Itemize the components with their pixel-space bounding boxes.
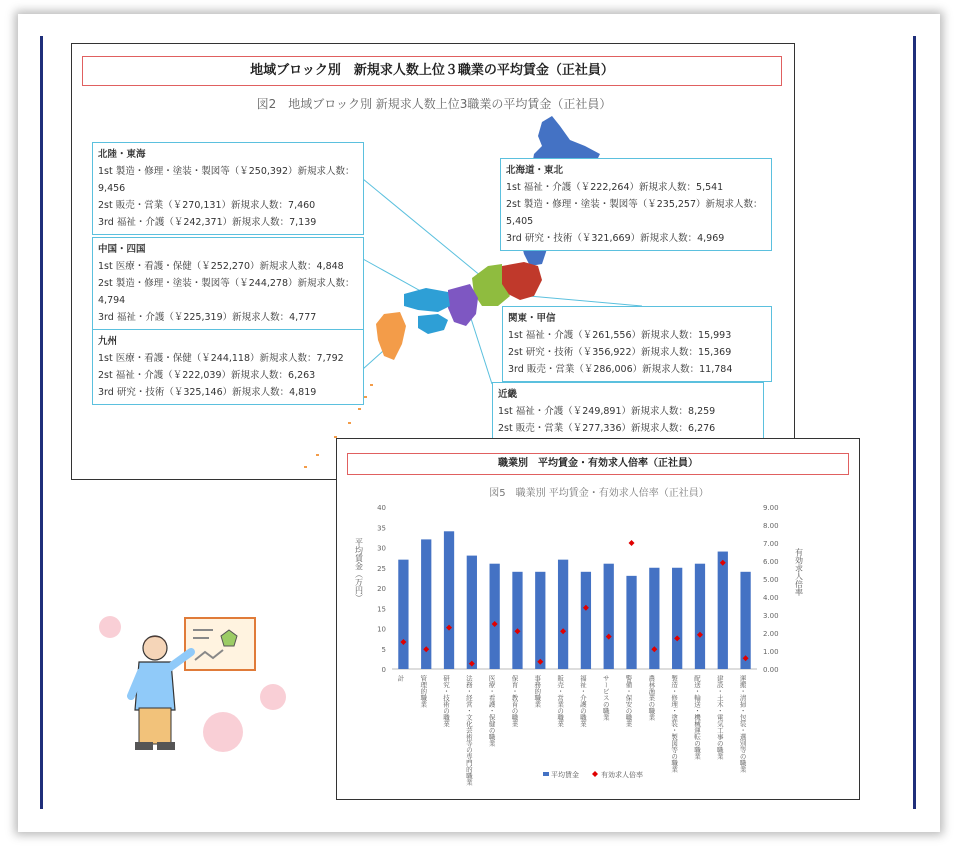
x-tick-label: 事務的職業 — [533, 675, 542, 708]
bar — [444, 531, 454, 669]
region-name: 北海道・東北 — [506, 165, 564, 176]
occupation-chart-panel — [336, 438, 860, 800]
rank-line: 2st 販売・営業（￥277,336）新規求人数：6,276 — [498, 423, 716, 434]
y2-tick-label: 2.00 — [763, 630, 779, 638]
y2-tick-label: 1.00 — [763, 648, 779, 656]
y2-tick-label: 6.00 — [763, 558, 779, 566]
x-tick-label: 運搬・清掃・包装・選別等の職業 — [738, 675, 747, 773]
y-tick-label: 40 — [377, 504, 386, 512]
combo-chart — [337, 439, 860, 800]
x-tick-label: 警備・保安の職業 — [624, 675, 633, 727]
bar — [512, 572, 522, 669]
rank-line: 3rd 研究・技術（￥321,669）新規求人数：4,969 — [506, 233, 725, 244]
y-axis-label: 平均賃金（万円） — [354, 538, 364, 602]
bar — [695, 564, 705, 669]
y-tick-label: 25 — [377, 564, 386, 573]
rank-line: 1st 福祉・介護（￥222,264）新規求人数：5,541 — [506, 182, 724, 193]
right-accent-bar — [913, 36, 916, 809]
y2-tick-label: 9.00 — [763, 504, 779, 512]
x-tick-label: 福祉・介護の職業 — [578, 675, 587, 727]
y2-tick-label: 3.00 — [763, 612, 779, 620]
callout-hokuriku-tokai — [92, 142, 364, 235]
x-tick-label: 農林漁業の職業 — [647, 675, 656, 721]
map-banner-title: 地域ブロック別 新規求人数上位３職業の平均賃金（正社員） — [82, 56, 782, 86]
map-region-chugoku — [404, 288, 450, 312]
x-tick-label: 管理的職業 — [419, 675, 428, 708]
x-tick-label: 製造・修理・塗装・製図等の職業 — [670, 675, 679, 773]
map-region-kinki — [448, 284, 478, 326]
rank-line: 3rd 販売・営業（￥286,006）新規求人数：11,784 — [508, 364, 733, 375]
bar — [490, 564, 500, 669]
rank-line: 1st 製造・修理・塗装・製図等（￥250,392）新規求人数：9,456 — [98, 166, 355, 194]
rank-line: 2st 販売・営業（￥270,131）新規求人数：7,460 — [98, 200, 316, 211]
rank-line: 2st 研究・技術（￥356,922）新規求人数：15,369 — [508, 347, 732, 358]
region-name: 近畿 — [498, 389, 518, 400]
map-region-shikoku — [418, 314, 448, 334]
rank-line: 1st 医療・看護・保健（￥252,270）新規求人数：4,848 — [98, 261, 344, 272]
bar — [718, 552, 728, 669]
callout-kanto-koshin — [502, 306, 772, 382]
x-tick-label: 研究・技術の職業 — [442, 675, 451, 727]
x-tick-label: 法務・経営・文化芸術等の専門的職業 — [464, 675, 473, 786]
y2-tick-label: 8.00 — [763, 522, 779, 530]
y2-tick-label: 4.00 — [763, 594, 779, 602]
x-tick-label: 販売・営業の職業 — [556, 675, 565, 727]
y-tick-label: 30 — [377, 544, 386, 553]
y-tick-label: 0 — [381, 666, 386, 674]
x-tick-label: 保育・教育の職業 — [510, 675, 519, 727]
bar — [558, 560, 568, 669]
bar — [649, 568, 659, 669]
ratio-marker — [629, 540, 635, 546]
bar — [604, 564, 614, 669]
y-tick-label: 20 — [377, 585, 386, 593]
y2-tick-label: 7.00 — [763, 540, 779, 548]
region-name: 北陸・東海 — [98, 149, 146, 160]
y2-tick-label: 0.00 — [763, 666, 779, 674]
y-tick-label: 5 — [381, 645, 386, 654]
presenter-illustration — [95, 610, 295, 760]
y-tick-label: 15 — [377, 605, 386, 614]
y2-tick-label: 5.00 — [763, 576, 779, 584]
rank-line: 2st 製造・修理・塗装・製図等（￥235,257）新規求人数：5,405 — [506, 199, 763, 227]
rank-line: 3rd 研究・技術（￥325,146）新規求人数：4,819 — [98, 387, 317, 398]
rank-line: 2st 製造・修理・塗装・製図等（￥244,278）新規求人数：4,794 — [98, 278, 355, 306]
x-tick-label: 建設・土木・電気工事の職業 — [715, 675, 724, 760]
chart-banner-title: 職業別 平均賃金・有効求人倍率（正社員） — [347, 453, 849, 475]
chart-figure-title: 図5 職業別 平均賃金・有効求人倍率（正社員） — [489, 488, 709, 499]
x-tick-label: 医療・看護・保健の職業 — [487, 675, 496, 747]
legend-label-bar: 平均賃金 — [551, 771, 579, 779]
presentation-board-icon — [185, 618, 255, 670]
legend-swatch-bar — [543, 772, 549, 776]
bar — [581, 572, 591, 669]
callout-kyushu — [92, 329, 364, 405]
bar — [467, 556, 477, 669]
x-tick-label: サービスの職業 — [601, 675, 610, 721]
x-tick-label: 計 — [396, 675, 405, 682]
decor-circle — [203, 712, 243, 752]
bar — [740, 572, 750, 669]
callout-chugoku-shikoku — [92, 237, 364, 330]
map-figure-title: 図2 地域ブロック別 新規求人数上位3職業の平均賃金（正社員） — [256, 97, 612, 111]
x-tick-label: 配送・輸送・機械運転の職業 — [692, 675, 701, 760]
region-name: 関東・甲信 — [508, 313, 556, 324]
rank-line: 1st 医療・看護・保健（￥244,118）新規求人数：7,792 — [98, 353, 344, 364]
region-name: 九州 — [98, 336, 118, 347]
rank-line: 3rd 福祉・介護（￥242,371）新規求人数：7,139 — [98, 217, 317, 228]
rank-line: 3rd 福祉・介護（￥225,319）新規求人数：4,777 — [98, 312, 317, 323]
region-name: 中国・四国 — [98, 244, 146, 255]
decor-circle — [99, 616, 121, 638]
bar — [398, 560, 408, 669]
legend-swatch-marker — [592, 771, 598, 777]
y-tick-label: 35 — [377, 524, 386, 533]
y2-axis-label: 有効求人倍率 — [794, 548, 804, 596]
decor-circle — [260, 684, 286, 710]
legend-label-marker: 有効求人倍率 — [601, 771, 643, 779]
regional-map-panel — [71, 43, 795, 480]
bar — [626, 576, 636, 669]
callout-hokkaido-tohoku — [500, 158, 772, 251]
rank-line: 1st 福祉・介護（￥261,556）新規求人数：15,993 — [508, 330, 732, 341]
left-accent-bar — [40, 36, 43, 809]
y-tick-label: 10 — [377, 625, 386, 634]
rank-line: 1st 福祉・介護（￥249,891）新規求人数：8,259 — [498, 406, 716, 417]
bar — [535, 572, 545, 669]
bar — [672, 568, 682, 669]
rank-line: 2st 福祉・介護（￥222,039）新規求人数：6,263 — [98, 370, 316, 381]
